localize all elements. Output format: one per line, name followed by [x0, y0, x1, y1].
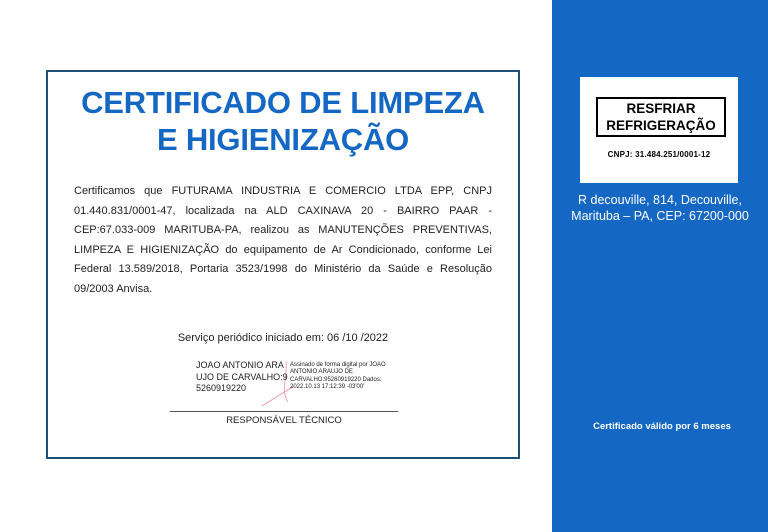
service-start-date: Serviço periódico iniciado em: 06 /10 /2022: [177, 332, 389, 344]
digital-signature-stamp: Assinado de forma digital por JOAO ANTONIO ARAUJO DE CARVALHO:95260919220 Dados: 2022.10.13 17:12:39 -03'00': [290, 362, 386, 390]
signer-role: RESPONSÁVEL TÉCNICO: [226, 415, 342, 426]
title-line-2: E HIGIENIZAÇÃO: [156, 122, 410, 157]
logo-line-2: REFRIGERAÇÃO: [606, 118, 716, 133]
company-logo-wordmark: [596, 97, 726, 137]
signature-line: [170, 411, 398, 412]
logo-line-1: RESFRIAR: [626, 101, 696, 116]
certificate-body-text: Certificamos que FUTURAMA INDUSTRIA E COMERCIO LTDA EPP, CNPJ 01.440.831/0001-47, localizada na ALD CAXINAVA 20 - BAIRRO PAAR - CEP:67.033-009 MARITUBA-PA, realizou as MANUTENÇÕES PREVENTIVAS, LIMPEZA E HIGIENIZAÇÃO do equipamento de Ar Condicionado, conforme Lei Federal 13.589/2018, Portaria 3523/1998 do Ministério da Saúde e Resolução 09/2003 Anvisa.: [74, 185, 492, 295]
company-side-panel: [552, 0, 768, 532]
certificate-frame: [46, 70, 520, 459]
certificate-validity: Certificado válido por 6 meses: [593, 421, 731, 432]
signer-name: JOAO ANTONIO ARAUJO DE CARVALHO:95260919220: [196, 360, 288, 393]
title-line-1: CERTIFICADO DE LIMPEZA: [81, 85, 485, 120]
certificate-title: [48, 84, 518, 158]
company-logo: [580, 77, 738, 183]
company-address: R decouville, 814, Decouville, Marituba – PA, CEP: 67200-000: [571, 193, 749, 223]
company-cnpj: CNPJ: 31.484.251/0001-12: [607, 150, 711, 159]
